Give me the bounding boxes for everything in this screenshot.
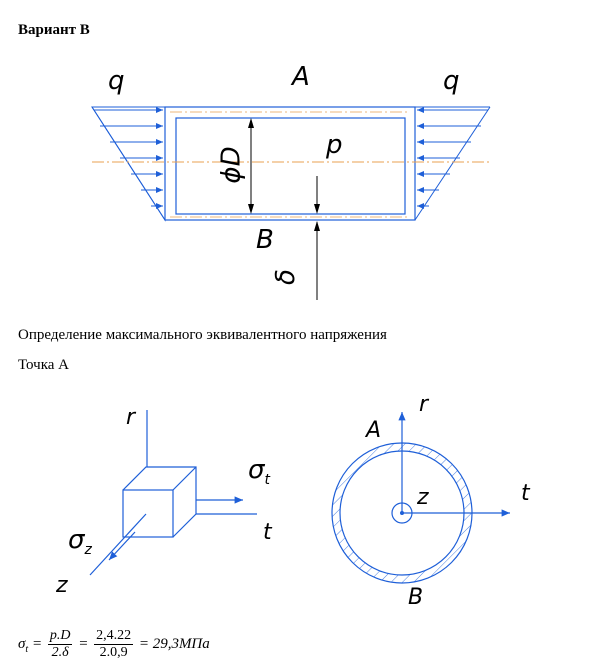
variant-heading: Вариант В	[18, 22, 90, 38]
point-b-label: B	[256, 225, 274, 255]
sigma-z-label: $\sigma_z$	[68, 525, 92, 558]
thickness-label: δ	[270, 269, 301, 285]
section-title: Определение максимального эквивалентного напряжения	[18, 327, 387, 343]
ring-t-axis-label: t	[521, 481, 530, 506]
pressure-label: p	[326, 130, 343, 160]
cube-r-axis-label: r	[126, 405, 136, 430]
q-right-label: q	[443, 66, 460, 96]
hoop-stress-formula: $\sigma_t$ = $\frac{p.D}{2.\delta}$ = $\frac{2,4.22}{2.0,9}$ = 29,3МПа	[18, 628, 210, 660]
sigma-t-label: $\sigma_t$	[248, 455, 270, 488]
ring-point-a-label: A	[366, 418, 382, 443]
ring-z-axis-label: z	[417, 485, 429, 510]
point-a-label: A	[292, 62, 310, 92]
ring-point-b-label: B	[408, 585, 424, 610]
cube-t-axis-label: t	[263, 520, 272, 545]
ring-r-axis-label: r	[419, 392, 429, 417]
cube-z-axis-label: z	[56, 573, 68, 598]
diameter-label: ϕD	[216, 146, 247, 184]
point-a-title: Точка А	[18, 357, 69, 373]
q-left-label: q	[108, 66, 125, 96]
